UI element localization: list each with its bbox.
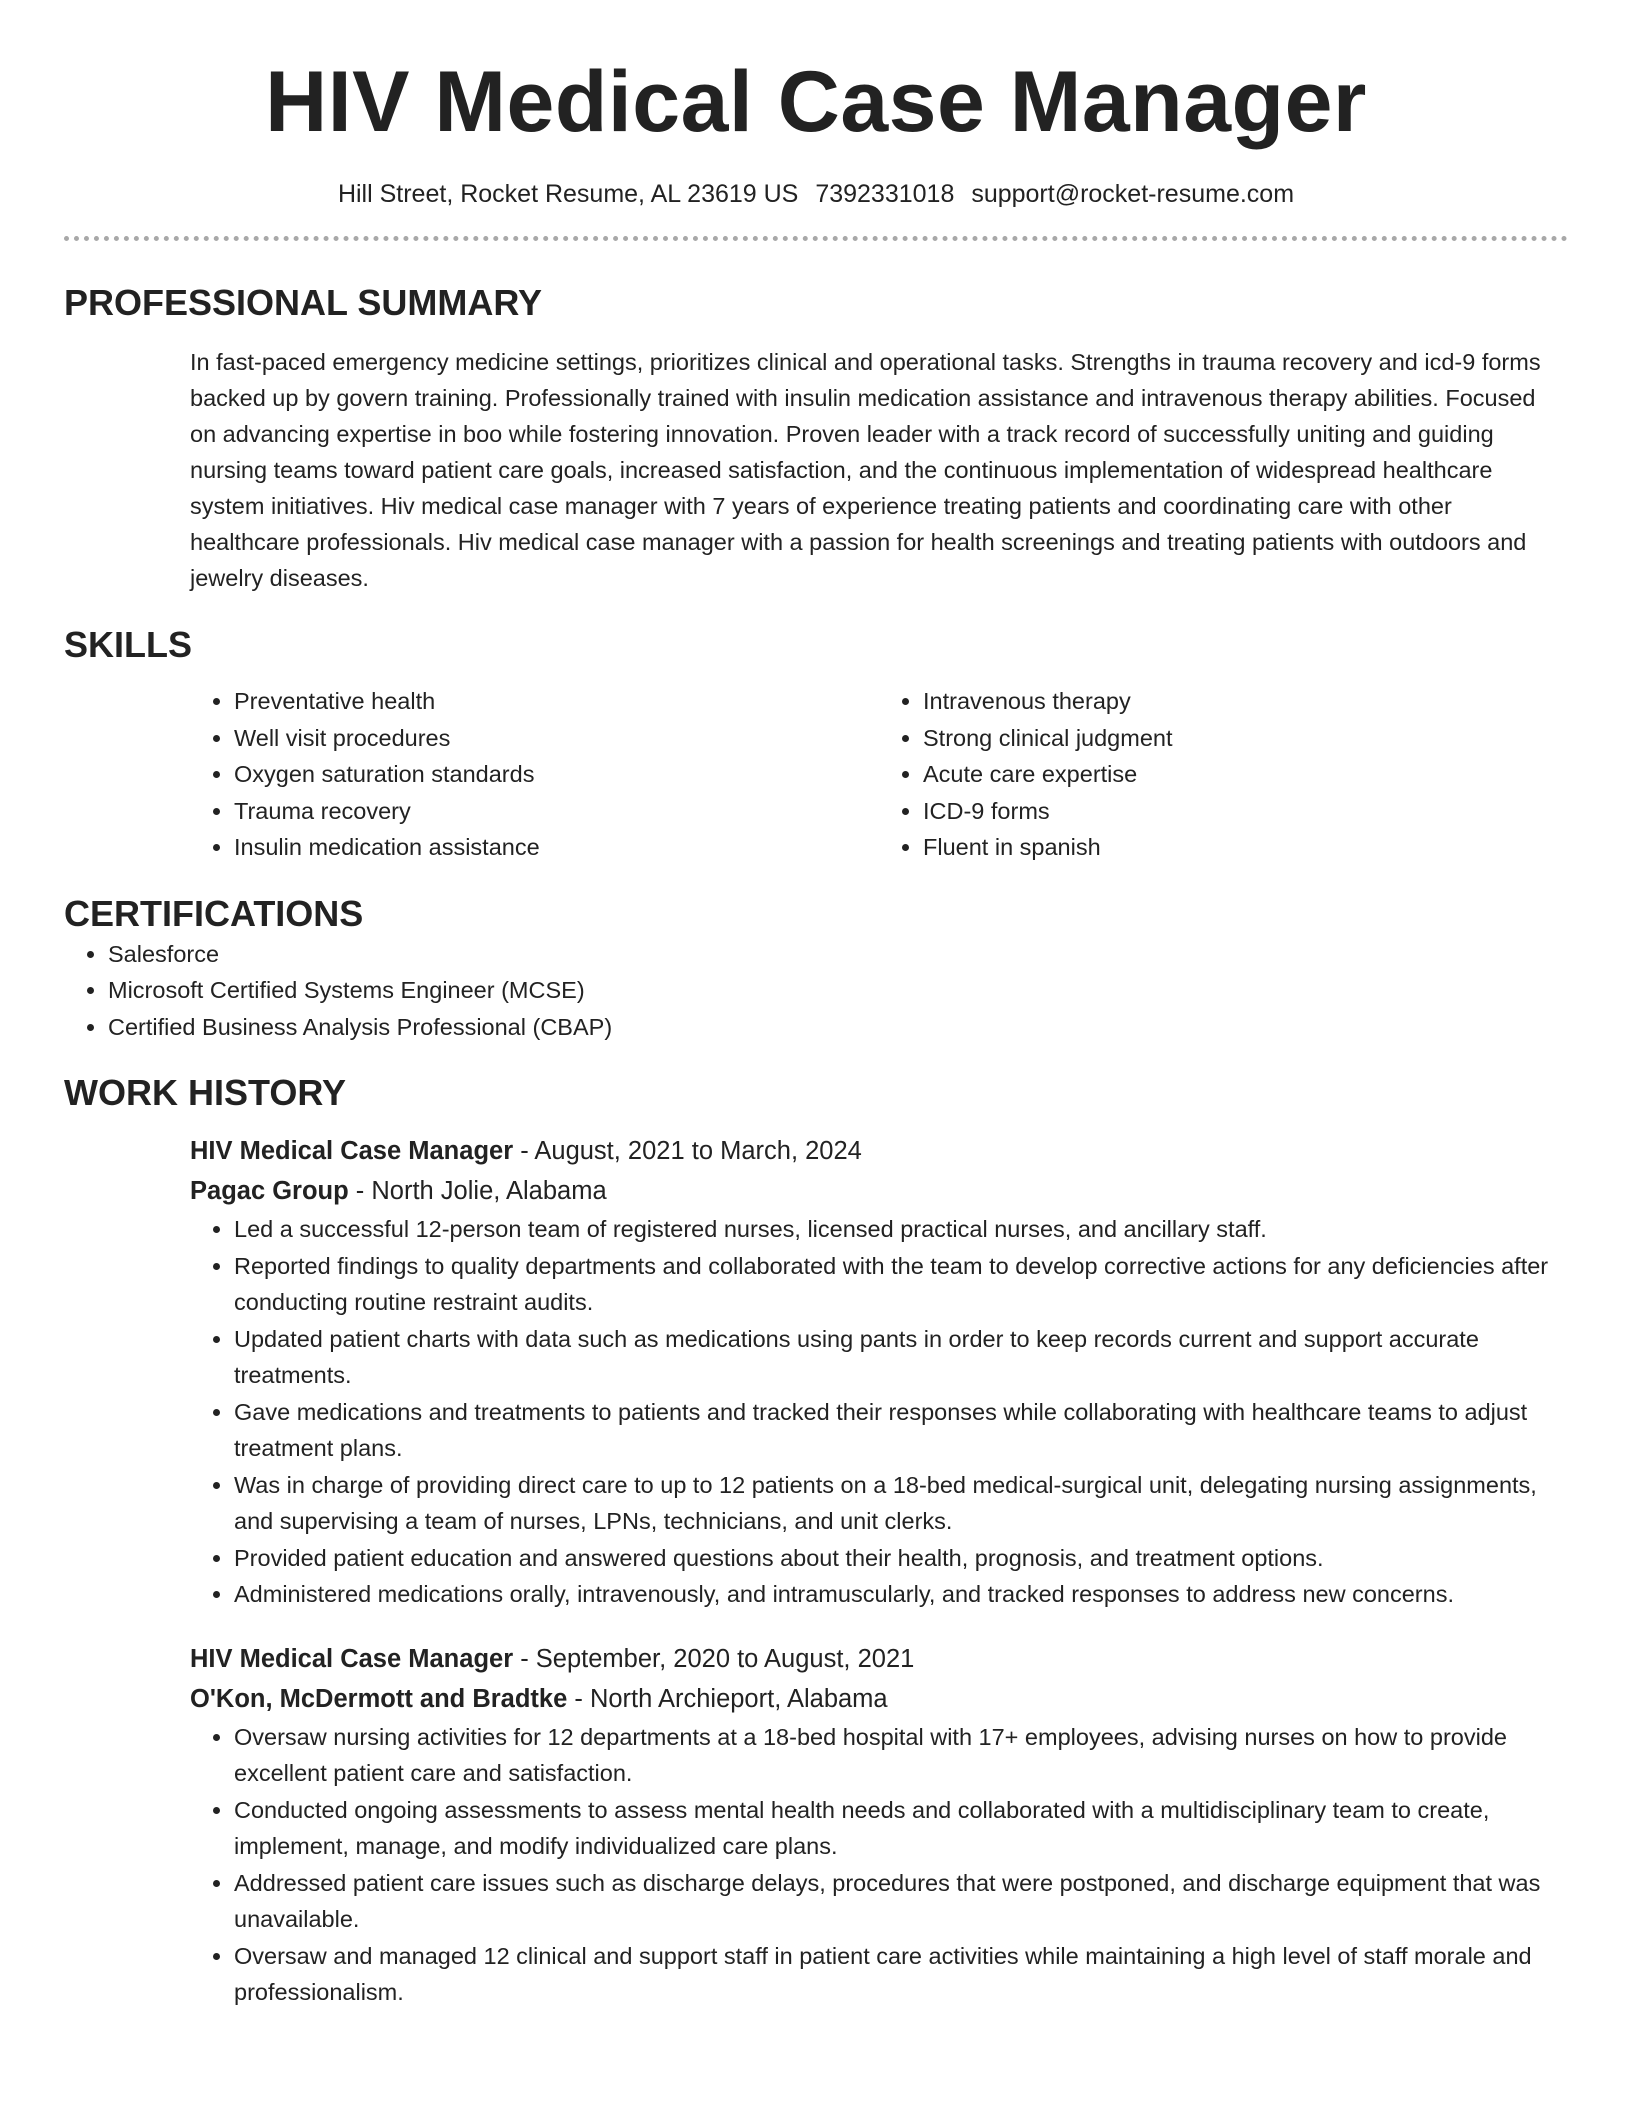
contact-line bbox=[64, 178, 1568, 210]
job-location: - North Jolie, Alabama bbox=[348, 1177, 607, 1205]
certifications-section bbox=[64, 892, 1568, 1046]
skills-left-list bbox=[190, 683, 879, 866]
job-dates: - August, 2021 to March, 2024 bbox=[513, 1137, 862, 1165]
skill-item: • Trauma recovery bbox=[234, 793, 879, 830]
job-bullet: • Gave medications and treatments to patients and tracked their responses while collaborating with healthcare teams to adjust treatment plans. bbox=[234, 1394, 1568, 1467]
work-history-title: WORK HISTORY bbox=[64, 1072, 347, 1113]
work-history-section bbox=[64, 1071, 1568, 2011]
job-role: HIV Medical Case Manager bbox=[190, 1137, 514, 1165]
job-title-line bbox=[190, 1639, 1568, 1679]
job-bullet: • Oversaw and managed 12 clinical and support staff in patient care activities while maintaining a high level of staff morale and professionalism. bbox=[234, 1938, 1568, 2011]
skill-item: • Fluent in spanish bbox=[923, 829, 1568, 866]
job-entry bbox=[190, 1131, 1568, 1613]
certification-item: • Salesforce bbox=[108, 936, 1568, 973]
skills-grid bbox=[190, 683, 1568, 866]
contact-phone: 7392331018 bbox=[815, 180, 955, 208]
certification-item: • Microsoft Certified Systems Engineer (MCSE) bbox=[108, 972, 1568, 1009]
job-bullet: • Addressed patient care issues such as discharge delays, procedures that were postponed, and discharge equipment that was unavailable. bbox=[234, 1865, 1568, 1938]
job-role: HIV Medical Case Manager bbox=[190, 1644, 514, 1673]
job-bullet: • Reported findings to quality departments and collaborated with the team to develop corrective actions for any deficiencies after conducting routine restraint audits. bbox=[234, 1248, 1568, 1321]
job-company: O'Kon, McDermott and Bradtke bbox=[190, 1684, 568, 1713]
certification-item: • Certified Business Analysis Professional (CBAP) bbox=[108, 1009, 1568, 1046]
header-divider bbox=[64, 236, 1568, 241]
skill-item: • Acute care expertise bbox=[923, 756, 1568, 793]
summary-title: PROFESSIONAL SUMMARY bbox=[64, 282, 543, 323]
job-bullet: • Updated patient charts with data such as medications using pants in order to keep records current and support accurate treatments. bbox=[234, 1321, 1568, 1394]
job-bullet: • Led a successful 12-person team of registered nurses, licensed practical nurses, and ancillary staff. bbox=[234, 1211, 1568, 1248]
skill-item: • ICD-9 forms bbox=[923, 793, 1568, 830]
job-title-line bbox=[190, 1131, 1568, 1171]
summary-text: In fast-paced emergency medicine settings, prioritizes clinical and operational tasks. Strengths in trauma recovery and icd-9 forms backed up by govern training. Professionally trained with insulin medication assistance and intravenous therapy abilities. Focused on advancing expertise in boo while fostering innovation. Proven leader with a track record of successfully uniting and guiding nursing teams toward patient care goals, increased satisfaction, and the continuous implementation of widespread healthcare system initiatives. Hiv medical case manager with 7 years of experience treating patients and coordinating care with other healthcare professionals. Hiv medical case manager with a passion for health screenings and treating patients with outdoors and jewelry diseases. bbox=[190, 349, 1541, 591]
skills-right-list bbox=[879, 683, 1568, 866]
job-bullets bbox=[190, 1211, 1568, 1613]
skill-item: • Oxygen saturation standards bbox=[234, 756, 879, 793]
certifications-title: CERTIFICATIONS bbox=[64, 892, 364, 934]
job-bullet: • Conducted ongoing assessments to assess mental health needs and collaborated with a multidisciplinary team to create, implement, manage, and modify individualized care plans. bbox=[234, 1792, 1568, 1865]
skill-item: • Strong clinical judgment bbox=[923, 720, 1568, 757]
job-location: - North Archieport, Alabama bbox=[567, 1684, 888, 1713]
job-bullet: • Provided patient education and answered questions about their health, prognosis, and treatment options. bbox=[234, 1540, 1568, 1577]
skills-section bbox=[64, 623, 1568, 866]
job-bullet: • Administered medications orally, intravenously, and intramuscularly, and tracked responses to address new concerns. bbox=[234, 1576, 1568, 1613]
certifications-list bbox=[64, 936, 1568, 1046]
skill-item: • Insulin medication assistance bbox=[234, 829, 879, 866]
resume-name: HIV Medical Case Manager bbox=[265, 54, 1367, 150]
job-bullet: • Was in charge of providing direct care to up to 12 patients on a 18-bed medical-surgical unit, delegating nursing assignments, and supervising a team of nurses, LPNs, technicians, and unit clerks. bbox=[234, 1467, 1568, 1540]
skills-title: SKILLS bbox=[64, 624, 193, 665]
job-company: Pagac Group bbox=[190, 1177, 349, 1205]
skill-item: • Well visit procedures bbox=[234, 720, 879, 757]
summary-section bbox=[64, 281, 1568, 596]
job-bullets bbox=[190, 1719, 1568, 2011]
contact-email: support@rocket-resume.com bbox=[971, 180, 1295, 208]
job-dates: - September, 2020 to August, 2021 bbox=[513, 1644, 915, 1673]
job-bullet: • Oversaw nursing activities for 12 departments at a 18-bed hospital with 17+ employees, advising nurses on how to provide excellent patient care and satisfaction. bbox=[234, 1719, 1568, 1792]
job-company-line bbox=[190, 1171, 1568, 1211]
skill-item: • Preventative health bbox=[234, 683, 879, 720]
contact-address: Hill Street, Rocket Resume, AL 23619 US bbox=[337, 180, 799, 208]
job-entry bbox=[190, 1639, 1568, 2011]
job-company-line bbox=[190, 1679, 1568, 1719]
skill-item: • Intravenous therapy bbox=[923, 683, 1568, 720]
